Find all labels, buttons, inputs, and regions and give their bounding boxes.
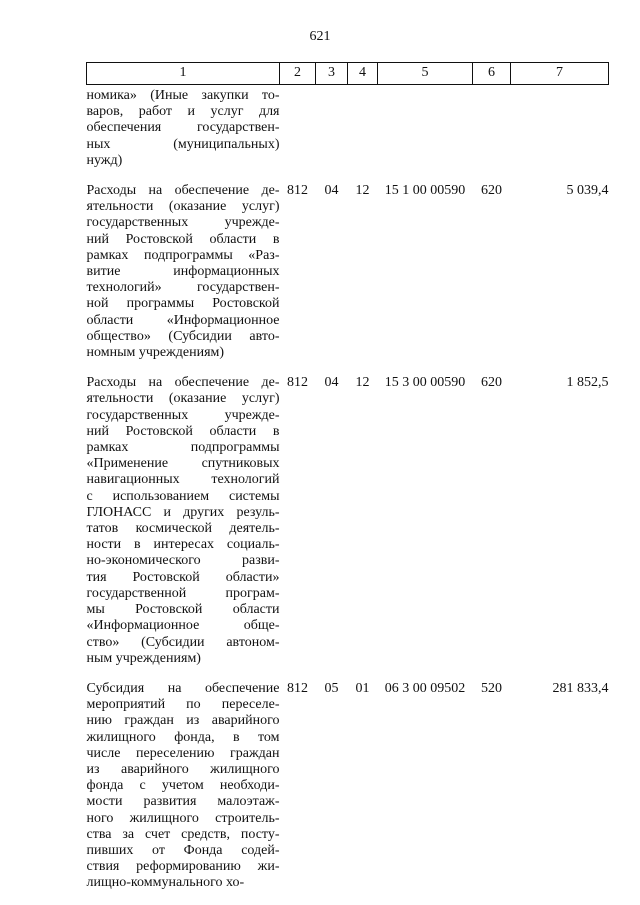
description-line: числе переселению граждан [86, 745, 280, 761]
row-spacer-cell [87, 361, 609, 375]
description-line: государственных учрежде- [86, 407, 280, 423]
description-line: тия Ростовской области» [86, 569, 280, 585]
description-line: жилищного фонда, в том [86, 729, 280, 745]
description-line: пивших от Фонда содей- [86, 842, 280, 858]
description-line: общество» (Субсидии авто- [86, 328, 280, 344]
description-line: ятельности (оказание услуг) [86, 391, 280, 407]
description-line: нию граждан из аварийного [86, 713, 280, 729]
table-row [87, 375, 609, 667]
table-body [87, 85, 609, 892]
cell-expense-type: 620 [481, 375, 502, 391]
row-description [87, 85, 280, 170]
cell-subsection [348, 85, 378, 170]
cell-department: 812 [287, 680, 308, 696]
cell-section [316, 85, 348, 170]
description-line: ГЛОНАСС и других резуль- [86, 504, 280, 520]
description-line: ний Ростовской области в [86, 231, 280, 247]
cell-amount: 281 833,4 [552, 680, 609, 696]
cell-department [280, 85, 316, 170]
header-col-5: 5 [378, 63, 473, 85]
header-col-2: 2 [280, 63, 316, 85]
description-line: ности в интересах социаль- [86, 537, 280, 553]
table-header [87, 63, 609, 85]
row-spacer [87, 169, 609, 183]
page-number: 621 [309, 29, 331, 44]
header-col-4: 4 [348, 63, 378, 85]
budget-table [86, 62, 609, 892]
cell-expense-type [473, 85, 511, 170]
cell-department: 812 [287, 183, 308, 199]
row-spacer-cell [87, 667, 609, 681]
header-col-6: 6 [473, 63, 511, 85]
row-spacer [87, 361, 609, 375]
description-line: рамках подпрограммы «Раз- [86, 247, 280, 263]
header-col-1: 1 [87, 63, 280, 85]
description-line: «Информационное обще- [86, 618, 280, 634]
description-line: витие информационных [86, 264, 280, 280]
cell-target-article [378, 85, 473, 170]
description-line: номика» (Иные закупки то- [86, 88, 280, 103]
description-line: татов космической деятель- [86, 521, 280, 537]
description-line: технологий» государствен- [86, 280, 280, 296]
description-line: ной программы Ростовской [86, 296, 280, 312]
description-line: «Применение спутниковых [86, 456, 280, 472]
cell-target-article: 15 3 00 00590 [384, 375, 466, 391]
description-line: с использованием системы [86, 488, 280, 504]
description-line: мости развития малоэтаж- [86, 794, 280, 810]
description-line: лищно-коммунального хо- [86, 875, 245, 891]
cell-target-article: 15 1 00 00590 [384, 183, 466, 199]
cell-amount: 1 852,5 [566, 375, 609, 391]
description-line: ным учреждениям) [86, 650, 201, 666]
description-line: мероприятий по переселе- [86, 697, 280, 713]
description-line: варов, работ и услуг для [86, 104, 280, 120]
header-col-3: 3 [316, 63, 348, 85]
description-line: государственной програм- [86, 585, 280, 601]
table-row [87, 183, 609, 361]
row-description [87, 183, 280, 361]
description-line: мы Ростовской области [86, 602, 280, 618]
description-line: номным учреждениям) [86, 345, 225, 361]
description-line: фонда с учетом необходи- [86, 778, 280, 794]
cell-amount: 5 039,4 [566, 183, 609, 199]
row-spacer-cell [87, 169, 609, 183]
description-line: Расходы на обеспечение де- [86, 375, 280, 391]
description-line: ствия реформированию жи- [86, 859, 280, 875]
cell-amount [511, 85, 609, 170]
description-line: ний Ростовской области в [86, 423, 280, 439]
cell-subsection: 01 [355, 680, 370, 696]
description-line: области «Информационное [86, 312, 280, 328]
row-description [87, 681, 280, 892]
table-row [87, 85, 609, 170]
cell-subsection: 12 [355, 183, 370, 199]
description-line: ного жилищного строитель- [86, 810, 280, 826]
cell-expense-type: 520 [481, 680, 502, 696]
cell-section: 04 [324, 183, 339, 199]
description-line: из аварийного жилищного [86, 761, 280, 777]
cell-section: 05 [324, 680, 339, 696]
cell-section: 04 [324, 375, 339, 391]
table-row [87, 681, 609, 892]
cell-target-article: 06 3 00 09502 [384, 680, 466, 696]
description-line: обеспечения государствен- [86, 120, 280, 136]
description-line: Расходы на обеспечение де- [86, 183, 280, 199]
description-line: но-экономического разви- [86, 553, 280, 569]
description-line: ятельности (оказание услуг) [86, 199, 280, 215]
description-line: ства за счет средств, посту- [86, 826, 280, 842]
description-line: ных (муниципальных) [86, 136, 280, 152]
cell-expense-type: 620 [481, 183, 502, 199]
description-line: нужд) [86, 152, 123, 168]
description-line: Субсидия на обеспечение [86, 680, 280, 696]
description-line: рамках подпрограммы [86, 440, 280, 456]
row-description [87, 375, 280, 667]
cell-department: 812 [287, 375, 308, 391]
description-line: ство» (Субсидии автоном- [86, 634, 280, 650]
header-col-7: 7 [511, 63, 609, 85]
row-spacer [87, 667, 609, 681]
description-line: навигационных технологий [86, 472, 280, 488]
cell-subsection: 12 [355, 375, 370, 391]
description-line: государственных учрежде- [86, 215, 280, 231]
